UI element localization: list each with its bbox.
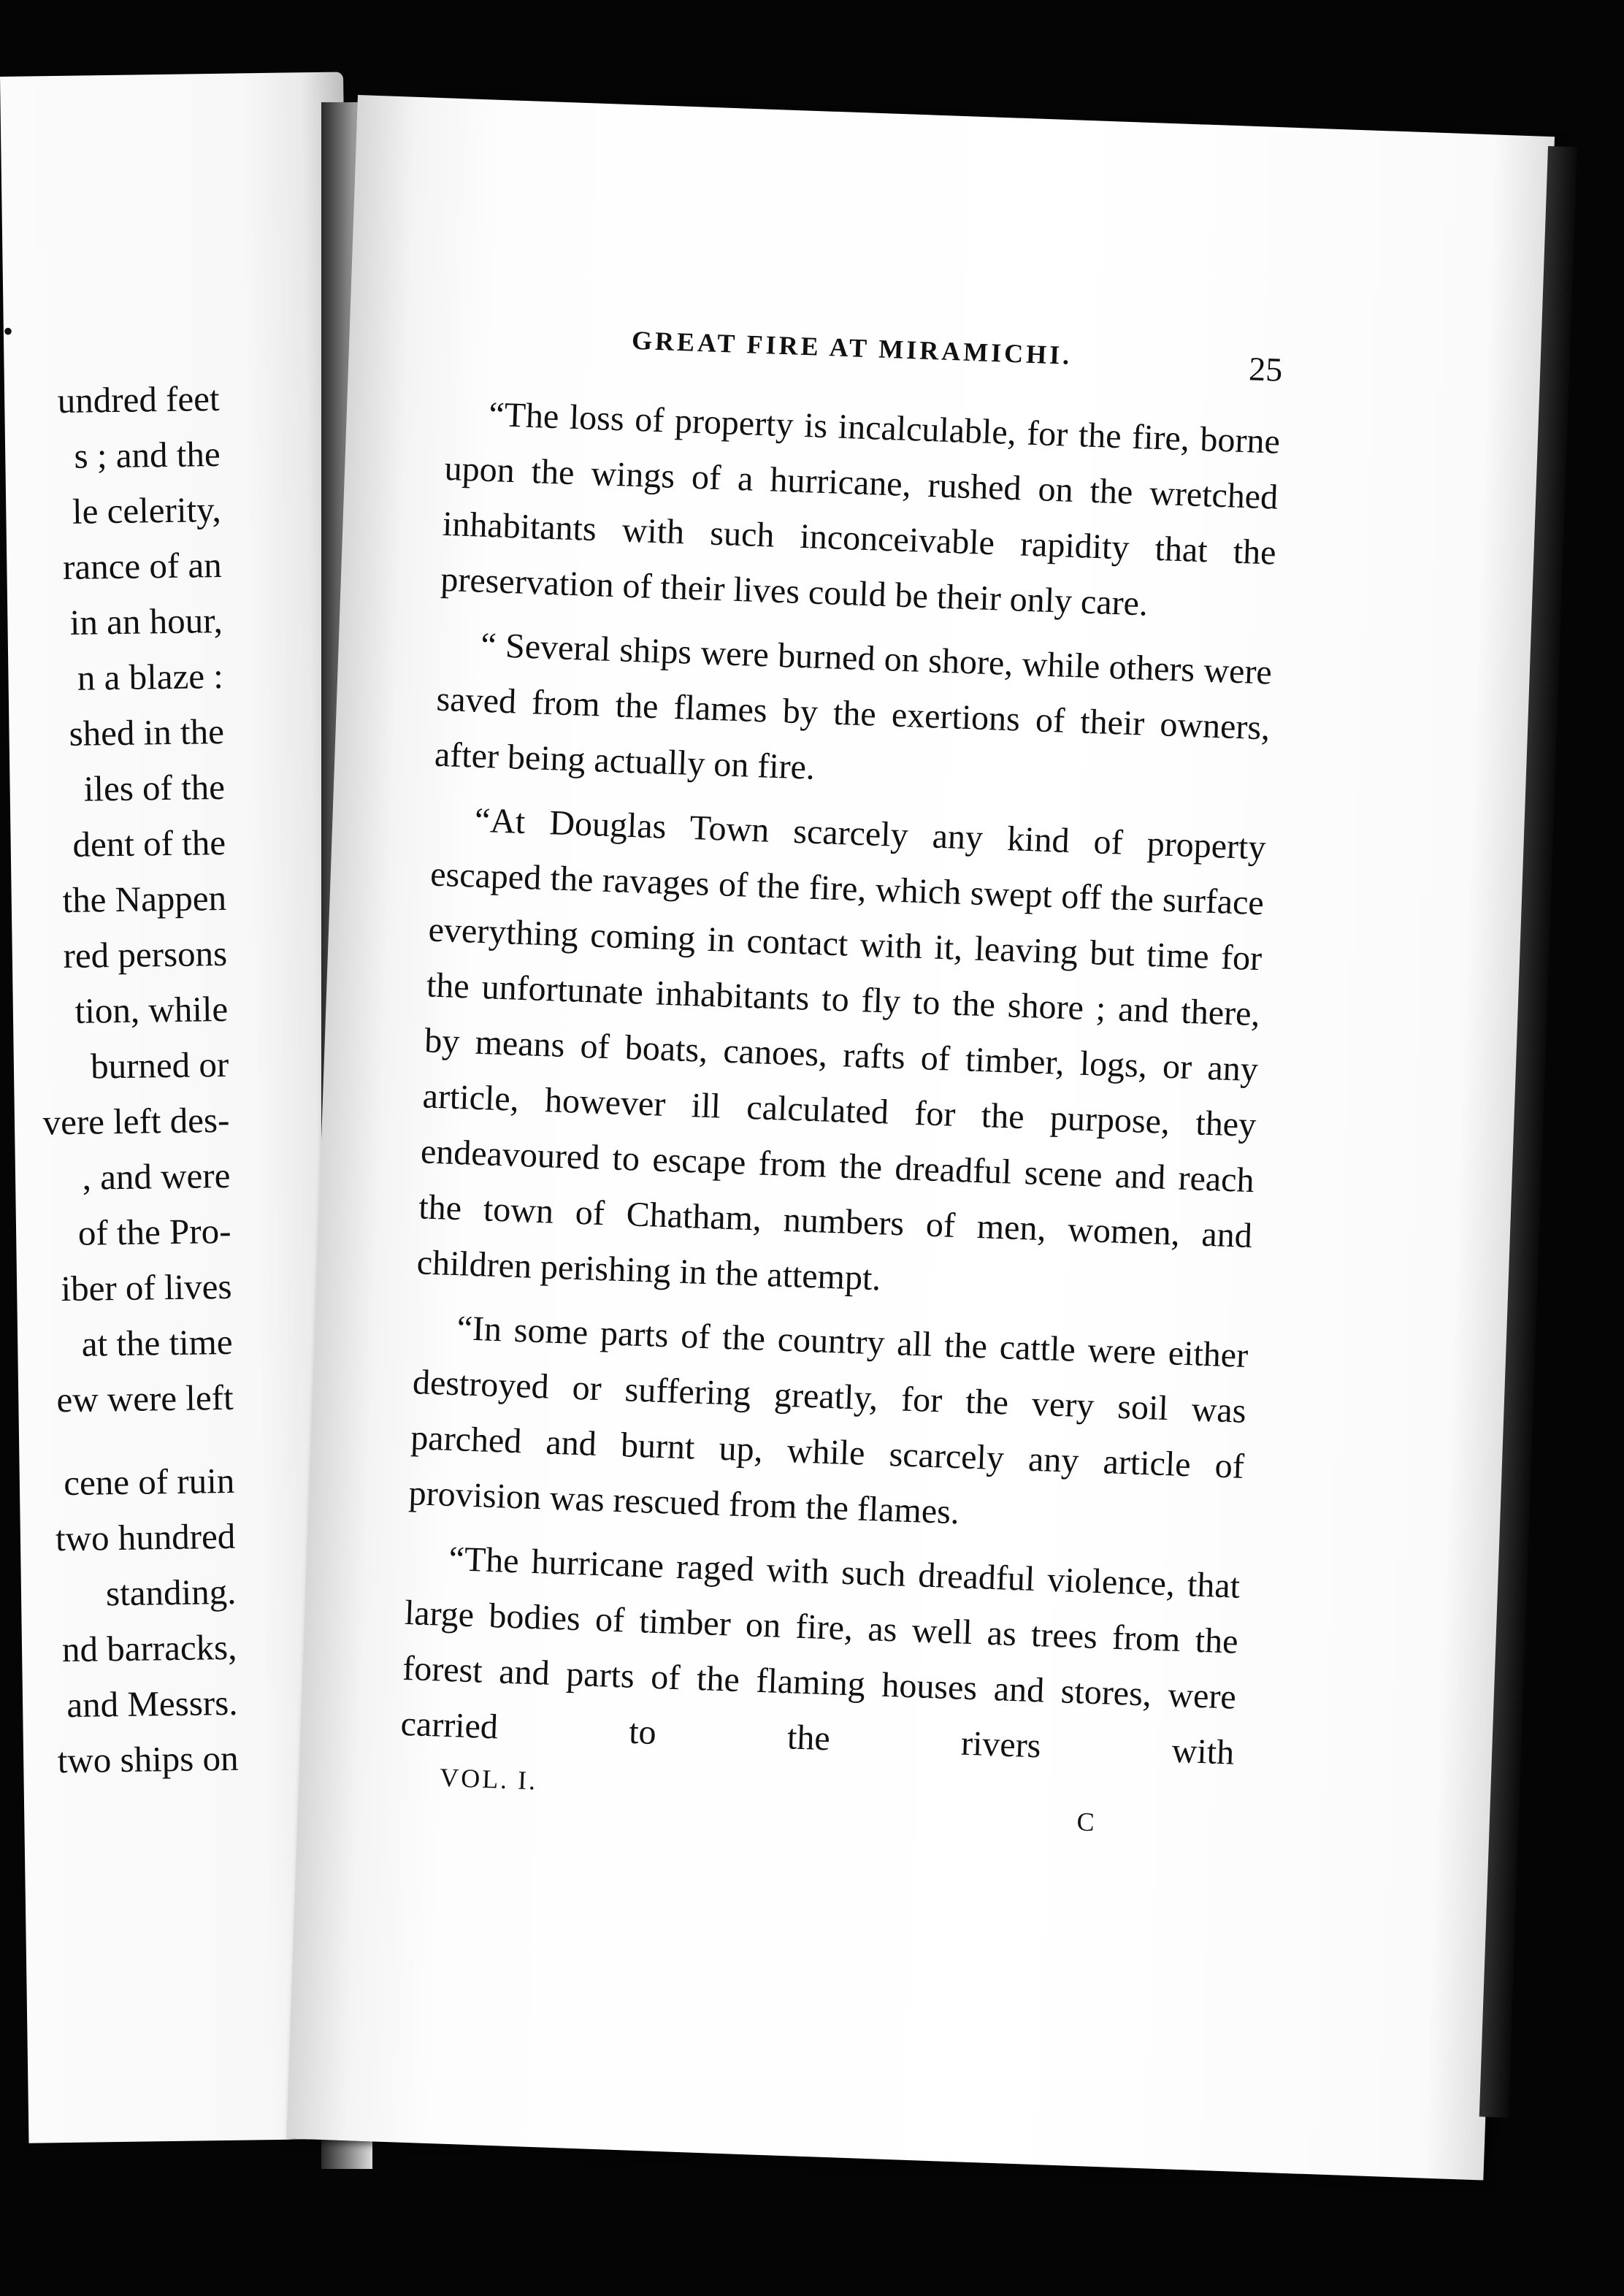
running-title: GREAT FIRE AT MIRAMICHI. bbox=[631, 325, 1073, 370]
left-line: shed in the bbox=[69, 711, 225, 754]
left-line: nd barracks, bbox=[61, 1626, 237, 1670]
left-page-mark: • bbox=[3, 315, 14, 348]
left-line: vere left des- bbox=[42, 1099, 230, 1143]
left-line: two ships on bbox=[57, 1737, 239, 1781]
right-page-content bbox=[397, 318, 1283, 1848]
left-line: dent of the bbox=[72, 822, 226, 865]
paragraph: “ Several ships were burned on shore, while others were saved from the flames by the exertions of their owners, after being actually on fire. bbox=[434, 625, 1273, 787]
left-line: tion, while bbox=[74, 988, 229, 1031]
left-line: of the Pro- bbox=[77, 1210, 231, 1253]
left-line: ew were left bbox=[56, 1377, 234, 1420]
left-line: in an hour, bbox=[69, 600, 223, 643]
left-line: undred feet bbox=[57, 378, 220, 421]
left-line: s ; and the bbox=[74, 433, 221, 476]
left-page-text bbox=[0, 371, 239, 1789]
signature-mark: C bbox=[1076, 1807, 1095, 1837]
left-line: le celerity, bbox=[72, 489, 222, 532]
left-line: , and were bbox=[82, 1155, 231, 1198]
paragraph: “The loss of property is incalculable, for the fire, borne upon the wings of a hurricane, rushed on the wretched inhabitants with such inconceivable rapidity that the preservation of their lives could be their only care. bbox=[440, 394, 1281, 624]
left-line: at the time bbox=[81, 1321, 233, 1364]
left-line: red persons bbox=[63, 933, 228, 976]
left-line: the Nappen bbox=[62, 877, 227, 921]
left-line: rance of an bbox=[62, 544, 223, 588]
paragraph: “The hurricane raged with such dreadful violence, that large bodies of timber on fire, as well as trees from the forest and parts of the flaming houses and stores, were carried to the rivers with bbox=[399, 1539, 1241, 1772]
left-line: and Messrs. bbox=[66, 1682, 238, 1726]
left-line: iber of lives bbox=[61, 1266, 232, 1309]
paragraph: “In some parts of the country all the cattle were either destroyed or suffering greatly, for the very soil was parched and burnt up, while scarcely any article of provision was rescued from the flames. bbox=[407, 1309, 1249, 1532]
left-line: standing. bbox=[105, 1571, 237, 1614]
left-line: cene of ruin bbox=[63, 1460, 235, 1504]
page-number: 25 bbox=[1248, 350, 1284, 389]
left-line: n a blaze : bbox=[77, 655, 224, 698]
left-line: burned or bbox=[90, 1044, 229, 1087]
left-line: two hundred bbox=[55, 1515, 236, 1559]
volume-mark: VOL. I. bbox=[439, 1762, 538, 1796]
paragraph: “At Douglas Town scarcely any kind of property escaped the ravages of the fire, which swept off the surface everything coming in contact with it, leaving but time for the unfortunate inhabitants to fly to the shore ; and there, by means of boats, canoes, rafts of timber, logs, or any article, however ill calculated for the purpose, they endeavoured to escape from the dreadful scene and reach the town of Chatham, numbers of men, women, and children perishing in the attempt. bbox=[415, 800, 1267, 1298]
left-line: iles of the bbox=[83, 766, 226, 809]
